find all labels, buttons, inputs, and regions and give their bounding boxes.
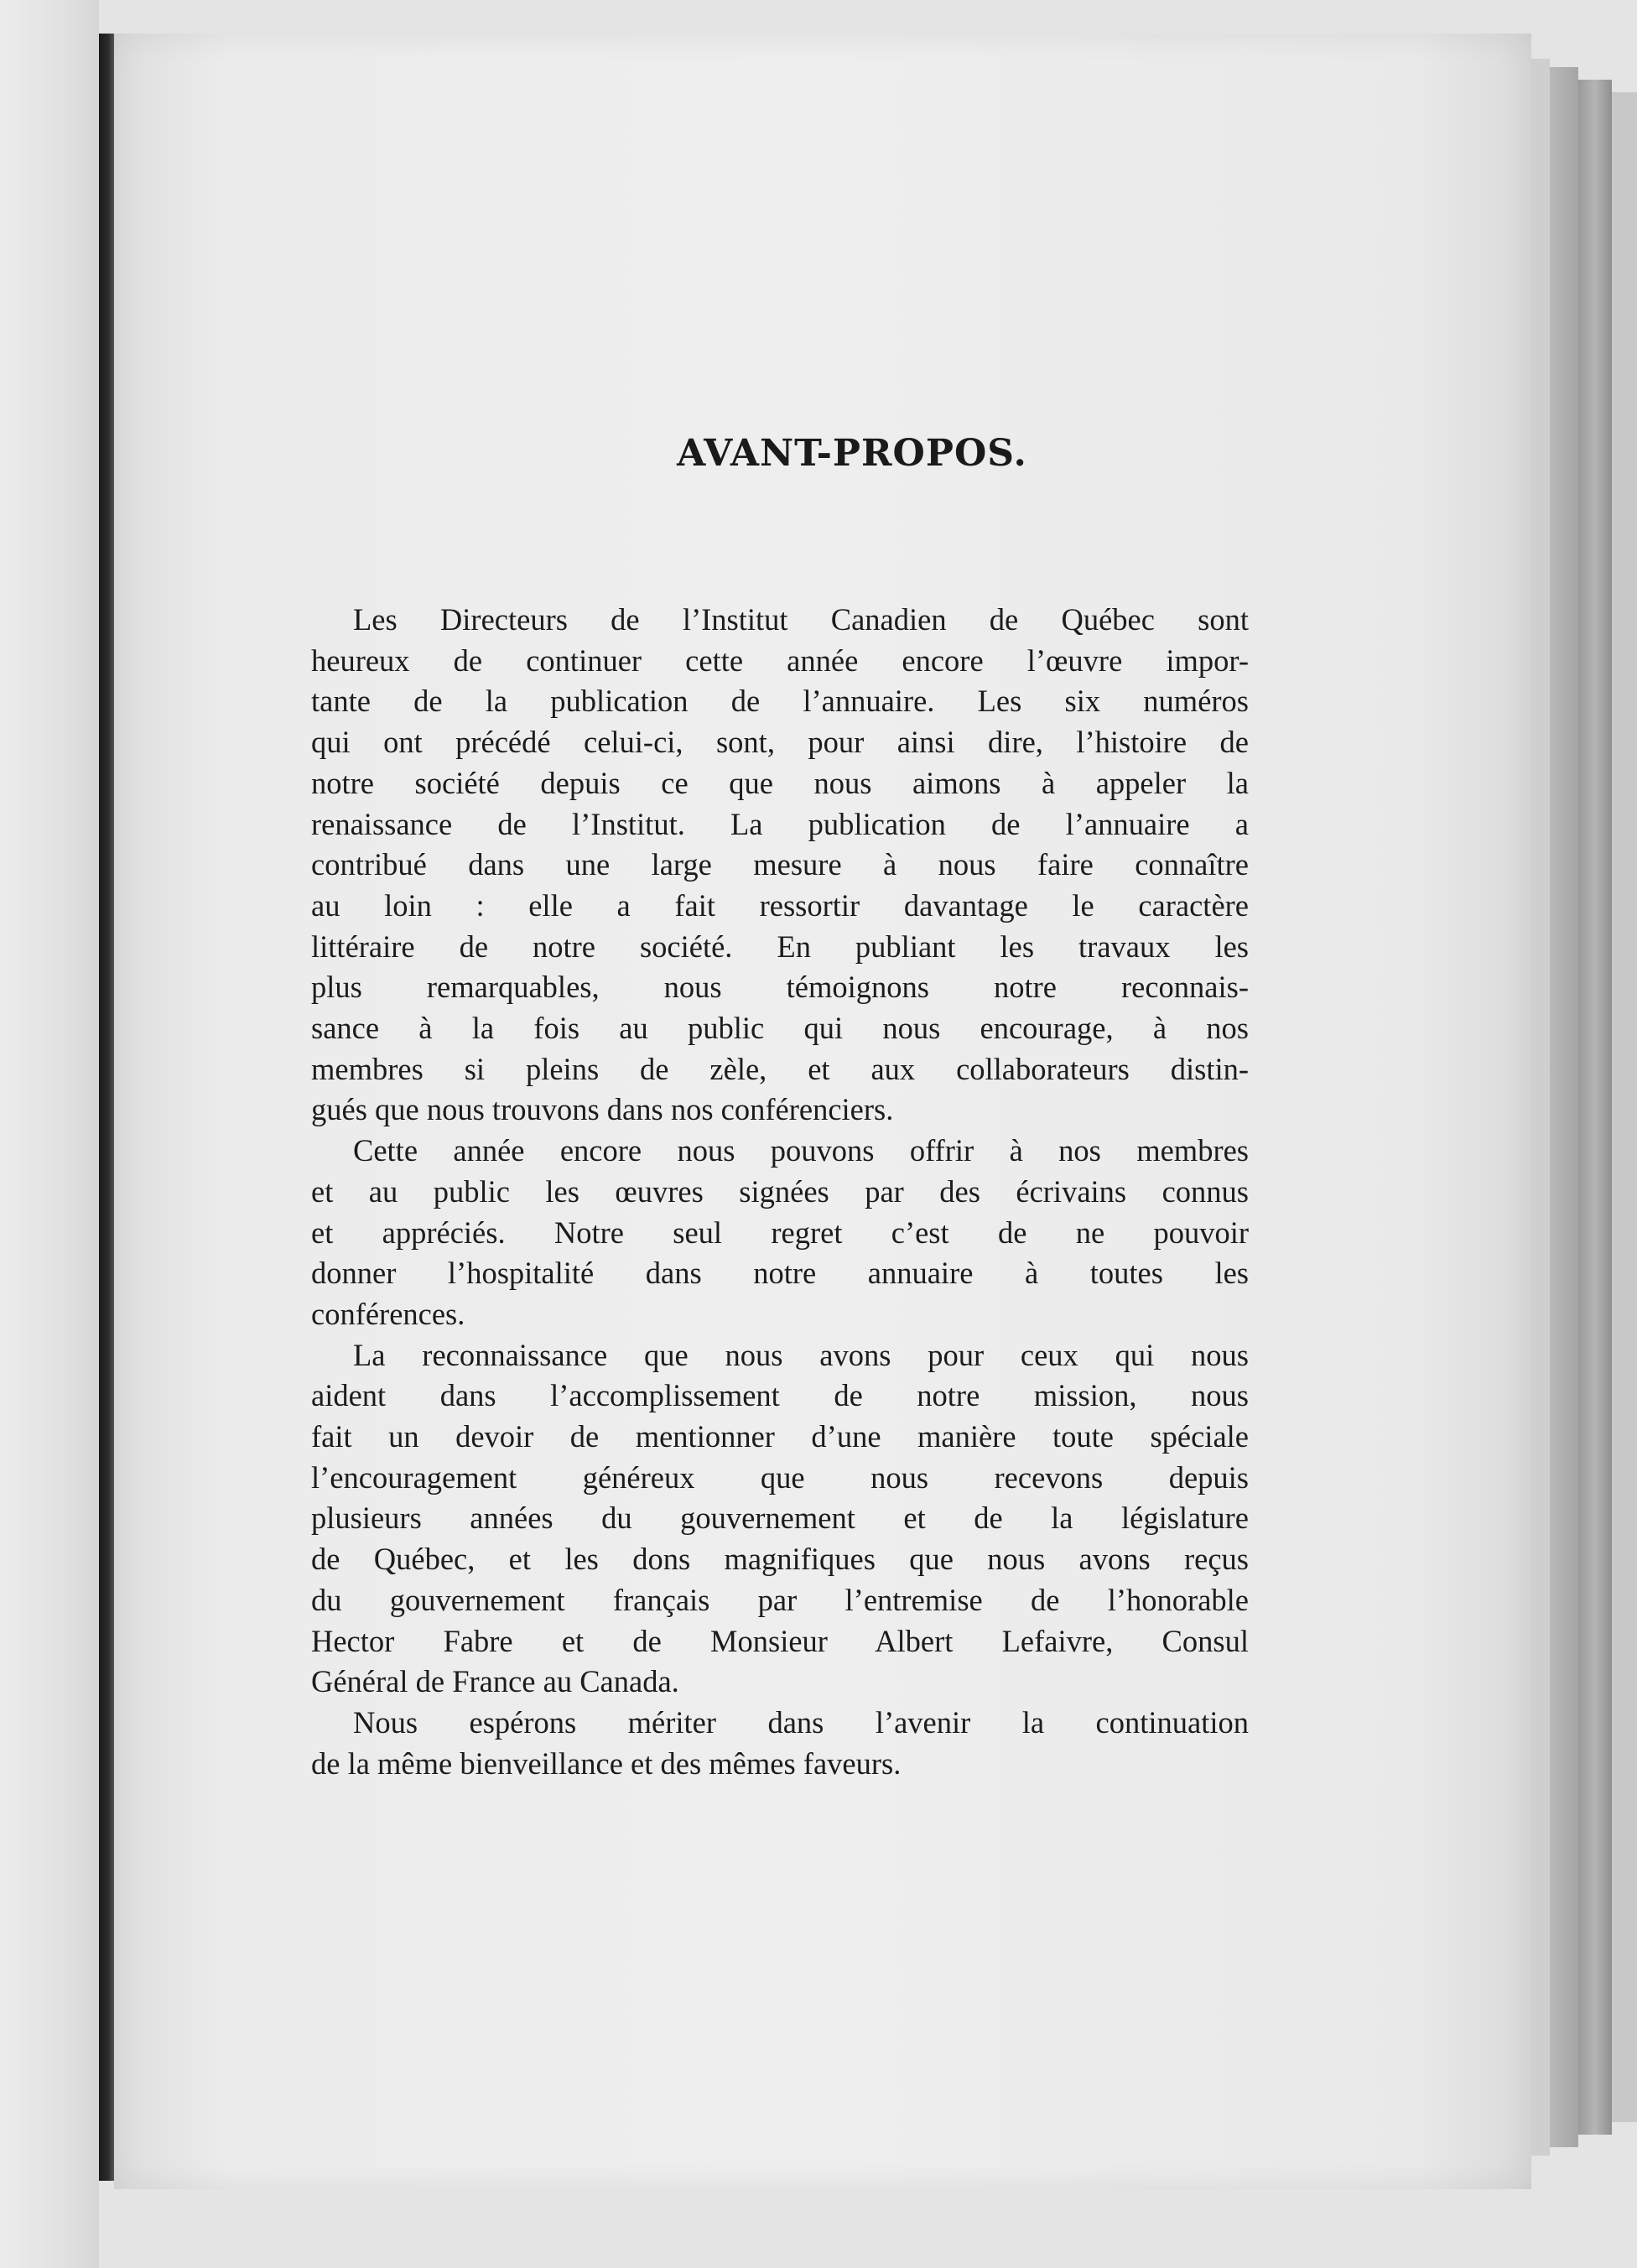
paragraph-4	[269, 1703, 1249, 1784]
text-line: Les Directeurs de l’Institut Canadien de Québec sont	[353, 602, 1249, 637]
text-line: fait un devoir de mentionner d’une manière toute spéciale	[311, 1419, 1249, 1454]
page-title: AVANT-PROPOS.	[677, 432, 1027, 475]
book-gutter	[99, 34, 114, 2181]
text-line: La reconnaissance que nous avons pour ceux qui nous	[353, 1337, 1249, 1372]
text-line: plusieurs années du gouvernement et de la législature	[311, 1501, 1249, 1536]
paragraph-1	[269, 600, 1249, 1131]
text-line: aident dans l’accomplissement de notre mission, nous	[311, 1378, 1249, 1413]
text-line: Hector Fabre et de Monsieur Albert Lefaivre, Consul	[311, 1623, 1249, 1658]
text-line: sance à la fois au public qui nous encourage, à nos	[311, 1011, 1249, 1046]
text-line: de la même bienveillance et des mêmes faveurs.	[311, 1745, 902, 1781]
text-line: Général de France au Canada.	[311, 1664, 679, 1699]
text-line: renaissance de l’Institut. La publication de l’annuaire a	[311, 806, 1249, 841]
text-line: gués que nous trouvons dans nos conférenciers.	[311, 1092, 894, 1127]
text-line: l’encouragement généreux que nous recevons depuis	[311, 1459, 1249, 1495]
body-text	[269, 600, 1249, 1784]
page-sheet	[114, 34, 1531, 2189]
text-line: et appréciés. Notre seul regret c’est de ne pouvoir	[311, 1215, 1249, 1250]
text-line: et au public les œuvres signées par des écrivains connus	[311, 1173, 1249, 1209]
page-stack-edge	[1578, 80, 1612, 2135]
page-stack-edge	[1531, 59, 1550, 2156]
text-line: heureux de continuer cette année encore l’œuvre impor-	[311, 642, 1249, 678]
paragraph-3	[269, 1335, 1249, 1703]
page-stack-edge	[1612, 92, 1637, 2122]
text-line: de Québec, et les dons magnifiques que nous avons reçus	[311, 1542, 1249, 1577]
text-line: au loin : elle a fait ressortir davantage le caractère	[311, 887, 1249, 923]
page-stack-edge	[1550, 67, 1578, 2147]
text-line: Nous espérons mériter dans l’avenir la continuation	[353, 1704, 1249, 1740]
text-line: membres si pleins de zèle, et aux collaborateurs distin-	[311, 1051, 1249, 1086]
text-line: qui ont précédé celui-ci, sont, pour ainsi dire, l’histoire de	[311, 725, 1249, 760]
text-line: du gouvernement français par l’entremise de l’honorable	[311, 1582, 1249, 1617]
text-line: littéraire de notre société. En publiant les travaux les	[311, 929, 1249, 964]
facing-page-edge	[0, 0, 99, 2268]
text-line: Cette année encore nous pouvons offrir à nos membres	[353, 1133, 1249, 1168]
text-line: plus remarquables, nous témoignons notre reconnais-	[311, 970, 1249, 1005]
text-line: contribué dans une large mesure à nous faire connaître	[311, 847, 1249, 882]
text-line: conférences.	[311, 1296, 465, 1331]
text-line: tante de la publication de l’annuaire. Les six numéros	[311, 684, 1249, 719]
text-line: donner l’hospitalité dans notre annuaire à toutes les	[311, 1256, 1249, 1291]
paragraph-2	[269, 1131, 1249, 1335]
text-line: notre société depuis ce que nous aimons à appeler la	[311, 765, 1249, 800]
